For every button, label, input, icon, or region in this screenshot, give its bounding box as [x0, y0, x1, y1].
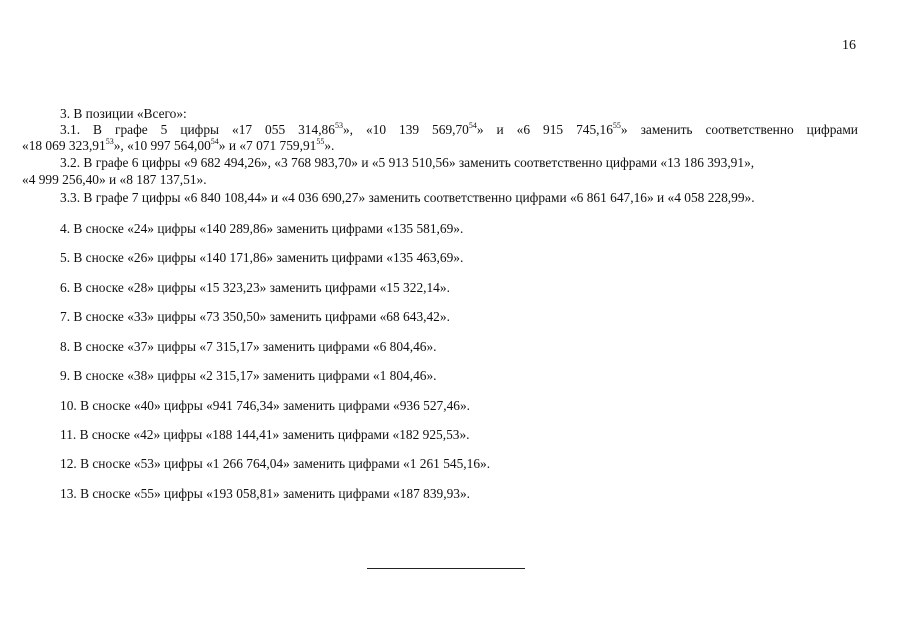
item-3-2-line-2: «4 999 256,40» и «8 187 137,51».	[22, 172, 207, 187]
item-8: 8. В сноске «37» цифры «7 315,17» заменить цифрами «6 804,46».	[60, 339, 437, 354]
section-3-heading: 3. В позиции «Всего»:	[60, 106, 187, 121]
item-3-1-line-1: 3.1. В графе 5 цифры «17 055 314,86$^{53}$», «10 139 569,70$^{54}$» и «6 915 745,16$^{55}$» заменить соответственно цифрами	[60, 121, 858, 137]
item-13: 13. В сноске «55» цифры «193 058,81» заменить цифрами «187 839,93».	[60, 486, 471, 501]
item-4: 4. В сноске «24» цифры «140 289,86» заменить цифрами «135 581,69».	[60, 221, 464, 236]
item-11: 11. В сноске «42» цифры «188 144,41» заменить цифрами «182 925,53».	[60, 427, 470, 442]
item-3-3: 3.3. В графе 7 цифры «6 840 108,44» и «4 036 690,27» заменить соответственно цифрами «6 861 647,16» и «4 058 228,99».	[60, 190, 755, 205]
item-10: 10. В сноске «40» цифры «941 746,34» заменить цифрами «936 527,46».	[60, 398, 471, 413]
page-number: 16	[842, 38, 856, 53]
item-3-2-line-1: 3.2. В графе 6 цифры «9 682 494,26», «3 768 983,70» и «5 913 510,56» заменить соответственно цифрами «13 186 393,91»,	[60, 155, 755, 170]
closing-rule	[367, 568, 525, 569]
item-6: 6. В сноске «28» цифры «15 323,23» заменить цифрами «15 322,14».	[60, 280, 450, 295]
item-5: 5. В сноске «26» цифры «140 171,86» заменить цифрами «135 463,69».	[60, 250, 464, 265]
item-9: 9. В сноске «38» цифры «2 315,17» заменить цифрами «1 804,46».	[60, 368, 437, 383]
item-7: 7. В сноске «33» цифры «73 350,50» заменить цифрами «68 643,42».	[60, 309, 450, 324]
item-3-1-line-2: «18 069 323,91$^{53}$», «10 997 564,00$^{54}$» и «7 071 759,91$^{55}$».	[22, 137, 335, 153]
item-12: 12. В сноске «53» цифры «1 266 764,04» заменить цифрами «1 261 545,16».	[60, 456, 491, 471]
